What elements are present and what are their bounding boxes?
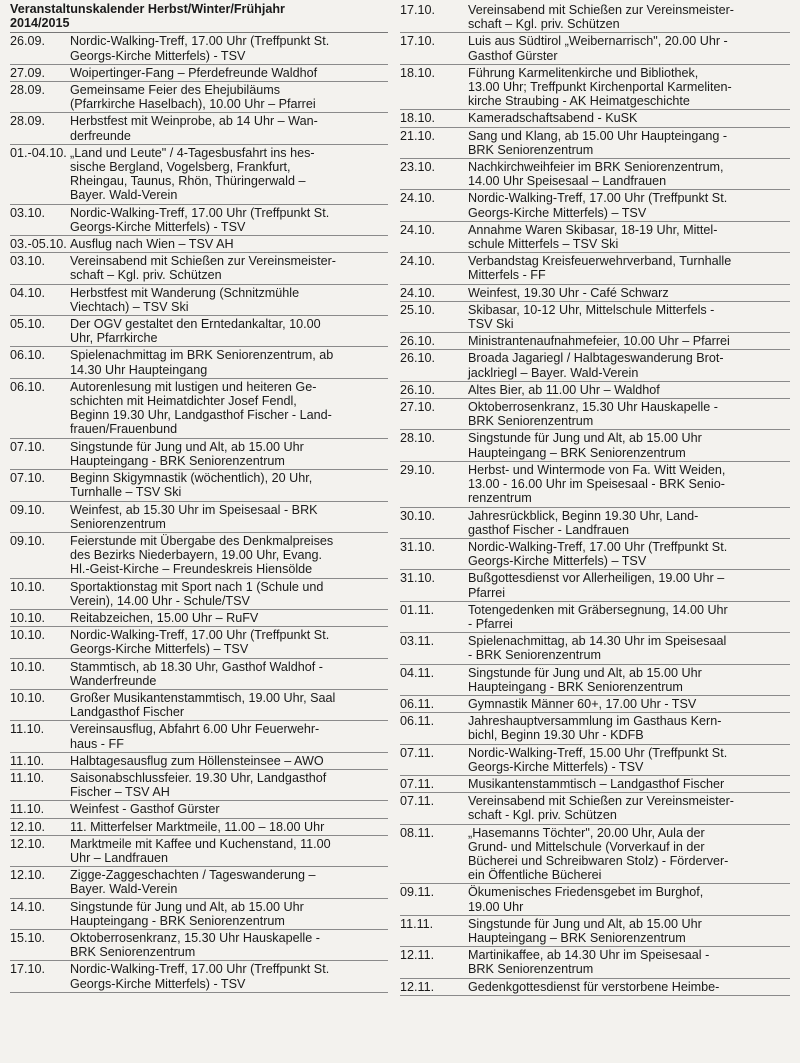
event-description: Nordic-Walking-Treff, 17.00 Uhr (Treffpunkt St. Georgs-Kirche Mitterfels) - TSV	[70, 962, 330, 991]
event-description: Sportaktionstag mit Sport nach 1 (Schule und Verein), 14.00 Uhr - Schule/TSV	[70, 579, 324, 608]
event-date: 30.10.	[400, 508, 436, 523]
event-entry	[400, 947, 790, 978]
event-description: Herbst- und Wintermode von Fa. Witt Weiden, 13.00 - 16.00 Uhr im Speisesaal - BRK Senio- renzentrum	[468, 462, 726, 506]
event-date: 31.10.	[400, 571, 436, 586]
event-date: 27.09.	[10, 65, 46, 80]
event-description: Spielenachmittag, ab 14.30 Uhr im Speisesaal - BRK Seniorenzentrum	[468, 634, 727, 663]
event-entry	[10, 533, 388, 579]
event-date: 17.10.	[10, 962, 46, 977]
left-column	[10, 2, 388, 993]
event-description: Verbandstag Kreisfeuerwehrverband, Turnhalle Mitterfels - FF	[468, 254, 732, 283]
event-date: 05.10.	[10, 317, 46, 332]
event-date: 12.10.	[10, 819, 46, 834]
left-event-list	[10, 33, 388, 992]
event-description: Skibasar, 10-12 Uhr, Mittelschule Mitterfels - TSV Ski	[468, 302, 715, 332]
event-description: Ministrantenaufnahmefeier, 10.00 Uhr – Pfarrei	[468, 334, 730, 349]
event-date: 07.10.	[10, 471, 46, 486]
event-entry	[10, 961, 388, 992]
event-description: Nordic-Walking-Treff, 17.00 Uhr (Treffpunkt St. Georgs-Kirche Mitterfels) – TSV	[468, 191, 728, 220]
event-date: 26.10.	[400, 382, 436, 397]
event-entry	[400, 776, 790, 793]
event-date: 01.11.	[400, 602, 435, 617]
event-entry	[10, 379, 388, 439]
event-entry	[10, 82, 388, 113]
event-entry	[400, 110, 790, 127]
event-entry	[400, 539, 790, 570]
event-entry	[10, 439, 388, 470]
event-entry	[400, 602, 790, 633]
event-entry	[10, 113, 388, 144]
event-entry	[400, 222, 790, 253]
event-entry	[400, 665, 790, 696]
event-entry	[400, 633, 790, 664]
event-entry	[10, 627, 388, 658]
event-entry	[400, 33, 790, 64]
event-date: 03.-05.10.	[10, 237, 67, 252]
event-date: 10.10.	[10, 659, 46, 674]
event-description: Singstunde für Jung und Alt, ab 15.00 Uhr Haupteingang - BRK Seniorenzentrum	[468, 665, 702, 694]
event-description: Weinfest, ab 15.30 Uhr im Speisesaal - BRK Seniorenzentrum	[70, 502, 318, 531]
event-entry	[400, 696, 790, 713]
event-description: Oktoberrosenkranz, 15.30 Uhr Hauskapelle - BRK Seniorenzentrum	[468, 400, 718, 429]
event-entry	[10, 316, 388, 347]
event-description: Jahresrückblick, Beginn 19.30 Uhr, Land- gasthof Fischer - Landfrauen	[468, 508, 699, 537]
event-date: 06.10.	[10, 348, 46, 363]
event-description: Sang und Klang, ab 15.00 Uhr Haupteingang - BRK Seniorenzentrum	[468, 128, 728, 157]
event-description: Totengedenken mit Gräbersegnung, 14.00 Uhr - Pfarrei	[468, 602, 728, 631]
event-date: 12.11.	[400, 948, 435, 963]
event-entry	[10, 285, 388, 316]
event-date: 23.10.	[400, 160, 436, 175]
event-date: 17.10.	[400, 3, 436, 17]
event-date: 11.10.	[10, 770, 45, 785]
event-date: 10.10.	[10, 579, 46, 594]
event-date: 14.10.	[10, 899, 46, 914]
event-date: 10.10.	[10, 628, 46, 643]
event-entry	[10, 65, 388, 82]
event-description: Autorenlesung mit lustigen und heiteren Ge- schichten mit Heimatdichter Josef Fendl, Beginn 19.30 Uhr, Landgasthof Fischer - Land- frauen/Frauenbund	[70, 379, 332, 437]
event-entry	[10, 930, 388, 961]
event-date: 24.10.	[400, 254, 436, 269]
event-date: 15.10.	[10, 930, 46, 945]
event-date: 26.09.	[10, 34, 46, 49]
event-date: 07.11.	[400, 776, 435, 791]
event-entry	[400, 825, 790, 885]
event-date: 24.10.	[400, 191, 436, 206]
event-description: Beginn Skigymnastik (wöchentlich), 20 Uhr, Turnhalle – TSV Ski	[70, 471, 313, 500]
event-date: 24.10.	[400, 285, 436, 300]
event-entry	[10, 770, 388, 801]
event-entry	[10, 253, 388, 284]
event-description: Der OGV gestaltet den Erntedankaltar, 10.00 Uhr, Pfarrkirche	[70, 317, 321, 346]
event-entry	[400, 979, 790, 996]
event-date: 28.10.	[400, 431, 436, 446]
event-description: Zigge-Zaggeschachten / Tageswanderung – Bayer. Wald-Verein	[70, 868, 316, 897]
event-date: 03.11.	[400, 634, 435, 649]
event-entry	[400, 285, 790, 302]
event-entry	[400, 128, 790, 159]
event-date: 10.10.	[10, 610, 46, 625]
event-description: Oktoberrosenkranz, 15.30 Uhr Hauskapelle - BRK Seniorenzentrum	[70, 930, 320, 960]
event-description: „Land und Leute" / 4-Tagesbusfahrt ins hes- sische Bergland, Vogelsberg, Frankfurt, Rheingau, Taunus, Rhön, Thüringerwald – Bayer. Wald-Verein	[70, 145, 315, 203]
event-date: 06.10.	[10, 379, 46, 394]
event-date: 10.10.	[10, 690, 46, 705]
event-description: Kameradschaftsabend - KuSK	[468, 111, 638, 126]
event-entry	[10, 867, 388, 898]
event-date: 27.10.	[400, 400, 436, 415]
event-description: Singstunde für Jung und Alt, ab 15.00 Uhr Haupteingang - BRK Seniorenzentrum	[70, 439, 304, 468]
event-entry	[10, 145, 388, 205]
event-date: 07.10.	[10, 439, 46, 454]
event-entry	[400, 302, 790, 333]
right-column	[400, 2, 790, 996]
event-description: Luis aus Südtirol „Weibernarrisch", 20.00 Uhr - Gasthof Gürster	[468, 34, 728, 63]
event-date: 03.10.	[10, 205, 46, 220]
event-description: Vereinsabend mit Schießen zur Vereinsmeister- schaft – Kgl. priv. Schützen	[468, 3, 734, 32]
event-entry	[400, 159, 790, 190]
event-description: Nordic-Walking-Treff, 17.00 Uhr (Treffpunkt St. Georgs-Kirche Mitterfels) – TSV	[70, 628, 330, 657]
event-entry	[400, 333, 790, 350]
event-entry	[400, 462, 790, 508]
event-description: Herbstfest mit Wanderung (Schnitzmühle Viechtach) – TSV Ski	[70, 285, 300, 314]
event-description: Feierstunde mit Übergabe des Denkmalpreises des Bezirks Niederbayern, 19.00 Uhr, Evang. Hl.-Geist-Kirche – Freundeskreis Hiensölde	[70, 533, 334, 577]
event-entry	[10, 836, 388, 867]
event-description: Ökumenisches Friedensgebet im Burghof, 19.00 Uhr	[468, 885, 704, 914]
event-description: Marktmeile mit Kaffee und Kuchenstand, 11.00 Uhr – Landfrauen	[70, 836, 331, 865]
right-event-list	[400, 2, 790, 996]
event-entry	[400, 65, 790, 111]
event-entry	[400, 2, 790, 33]
event-entry	[400, 350, 790, 381]
event-date: 03.10.	[10, 254, 46, 269]
event-date: 26.10.	[400, 351, 436, 366]
event-description: Großer Musikantenstammtisch, 19.00 Uhr, Saal Landgasthof Fischer	[70, 690, 336, 720]
event-date: 28.09.	[10, 83, 46, 98]
event-description: Bußgottesdienst vor Allerheiligen, 19.00 Uhr – Pfarrei	[468, 571, 725, 600]
event-description: Vereinsausflug, Abfahrt 6.00 Uhr Feuerwehr- haus - FF	[70, 722, 320, 751]
event-date: 07.11.	[400, 794, 435, 809]
event-date: 12.10.	[10, 836, 46, 851]
event-date: 06.11.	[400, 714, 435, 729]
event-description: Martinikaffee, ab 14.30 Uhr im Speisesaal - BRK Seniorenzentrum	[468, 948, 710, 977]
event-description: Nordic-Walking-Treff, 17.00 Uhr (Treffpunkt St. Georgs-Kirche Mitterfels) – TSV	[468, 539, 728, 569]
event-entry	[10, 899, 388, 930]
event-description: Gymnastik Männer 60+, 17.00 Uhr - TSV	[468, 696, 697, 711]
event-description: Vereinsabend mit Schießen zur Vereinsmeister- schaft - Kgl. priv. Schützen	[468, 794, 734, 823]
event-description: Halbtagesausflug zum Höllensteinsee – AWO	[70, 753, 324, 768]
event-entry	[400, 793, 790, 824]
event-date: 11.10.	[10, 802, 45, 817]
event-date: 25.10.	[400, 302, 436, 317]
event-date: 09.10.	[10, 502, 46, 517]
event-description: Vereinsabend mit Schießen zur Vereinsmeister- schaft – Kgl. priv. Schützen	[70, 254, 336, 283]
event-entry	[400, 884, 790, 915]
event-date: 04.10.	[10, 285, 46, 300]
event-date: 08.11.	[400, 825, 435, 840]
event-date: 07.11.	[400, 745, 435, 760]
event-entry	[10, 205, 388, 236]
event-entry	[10, 579, 388, 610]
event-description: Ausflug nach Wien – TSV AH	[70, 237, 234, 252]
event-entry	[10, 502, 388, 533]
event-description: Altes Bier, ab 11.00 Uhr – Waldhof	[468, 382, 660, 397]
event-entry	[400, 570, 790, 601]
event-date: 12.10.	[10, 868, 46, 883]
event-date: 11.11.	[400, 916, 434, 931]
event-entry	[400, 430, 790, 461]
event-date: 04.11.	[400, 665, 435, 680]
event-date: 09.10.	[10, 533, 46, 548]
event-description: Stammtisch, ab 18.30 Uhr, Gasthof Waldhof - Wanderfreunde	[70, 659, 323, 688]
event-description: Nordic-Walking-Treff, 15.00 Uhr (Treffpunkt St. Georgs-Kirche Mitterfels) - TSV	[468, 745, 728, 774]
event-description: Herbstfest mit Weinprobe, ab 14 Uhr – Wan- derfreunde	[70, 114, 318, 143]
event-description: Woipertinger-Fang – Pferdefreunde Waldhof	[70, 65, 318, 80]
event-description: Annahme Waren Skibasar, 18-19 Uhr, Mittel- schule Mitterfels – TSV Ski	[468, 222, 718, 252]
event-entry	[400, 745, 790, 776]
event-description: Reitabzeichen, 15.00 Uhr – RuFV	[70, 610, 259, 625]
event-date: 11.10.	[10, 722, 45, 737]
event-date: 09.11.	[400, 885, 435, 900]
event-entry	[400, 916, 790, 947]
event-description: Singstunde für Jung und Alt, ab 15.00 Uhr Haupteingang – BRK Seniorenzentrum	[468, 431, 702, 460]
event-description: Musikantenstammtisch – Landgasthof Fischer	[468, 776, 725, 791]
event-date: 12.11.	[400, 979, 435, 994]
event-entry	[10, 690, 388, 721]
event-date: 17.10.	[400, 34, 436, 49]
event-entry	[400, 190, 790, 221]
event-entry	[10, 610, 388, 627]
event-description: Nachkirchweihfeier im BRK Seniorenzentrum, 14.00 Uhr Speisesaal – Landfrauen	[468, 160, 724, 189]
event-description: Broada Jagariegl / Halbtageswanderung Brot- jacklriegl – Bayer. Wald-Verein	[468, 351, 724, 380]
event-description: „Hasemanns Töchter", 20.00 Uhr, Aula der Grund- und Mittelschule (Vorverkauf in der Bücherei und Schreibwaren Stolz) - Förderver- ein Öffentliche Bücherei	[468, 825, 729, 883]
event-date: 06.11.	[400, 696, 435, 711]
event-entry	[10, 470, 388, 501]
event-description: Nordic-Walking-Treff, 17.00 Uhr (Treffpunkt St. Georgs-Kirche Mitterfels) - TSV	[70, 205, 330, 234]
event-date: 24.10.	[400, 222, 436, 237]
event-description: Führung Karmelitenkirche und Bibliothek, 13.00 Uhr; Treffpunkt Kirchenportal Karmeliten- kirche Straubing - AK Heimatgeschichte	[468, 65, 732, 109]
event-entry	[10, 801, 388, 818]
event-description: Nordic-Walking-Treff, 17.00 Uhr (Treffpunkt St. Georgs-Kirche Mitterfels) - TSV	[70, 34, 330, 63]
event-entry	[10, 33, 388, 64]
event-entry	[400, 382, 790, 399]
event-entry	[400, 508, 790, 539]
event-description: Gedenkgottesdienst für verstorbene Heimbe-	[468, 979, 720, 994]
event-date: 31.10.	[400, 539, 436, 554]
event-entry	[400, 713, 790, 744]
event-description: Singstunde für Jung und Alt, ab 15.00 Uhr Haupteingang - BRK Seniorenzentrum	[70, 899, 304, 928]
event-description: 11. Mitterfelser Marktmeile, 11.00 – 18.00 Uhr	[70, 819, 325, 834]
event-date: 26.10.	[400, 334, 436, 349]
event-entry	[400, 399, 790, 430]
event-date: 01.-04.10.	[10, 145, 67, 160]
event-date: 11.10.	[10, 753, 45, 768]
event-description: Weinfest - Gasthof Gürster	[70, 802, 220, 817]
event-description: Gemeinsame Feier des Ehejubiläums (Pfarrkirche Haselbach), 10.00 Uhr – Pfarrei	[70, 83, 316, 112]
event-description: Weinfest, 19.30 Uhr - Café Schwarz	[468, 285, 669, 300]
event-entry	[10, 659, 388, 690]
event-description: Saisonabschlussfeier. 19.30 Uhr, Landgasthof Fischer – TSV AH	[70, 770, 327, 800]
event-entry	[10, 819, 388, 836]
event-description: Spielenachmittag im BRK Seniorenzentrum, ab 14.30 Uhr Haupteingang	[70, 348, 334, 377]
event-entry	[400, 253, 790, 284]
event-date: 18.10.	[400, 111, 436, 126]
event-entry	[10, 347, 388, 378]
event-entry	[10, 753, 388, 770]
event-description: Jahreshauptversammlung im Gasthaus Kern- bichl, Beginn 19.30 Uhr - KDFB	[468, 714, 722, 743]
document-title: Veranstaltunskalender Herbst/Winter/Frühjahr 2014/2015	[10, 2, 285, 31]
event-date: 21.10.	[400, 128, 436, 143]
event-entry	[10, 236, 388, 253]
event-date: 28.09.	[10, 114, 46, 129]
event-date: 18.10.	[400, 65, 436, 80]
event-date: 29.10.	[400, 462, 436, 477]
event-entry	[10, 721, 388, 752]
event-description: Singstunde für Jung und Alt, ab 15.00 Uhr Haupteingang – BRK Seniorenzentrum	[468, 916, 702, 945]
